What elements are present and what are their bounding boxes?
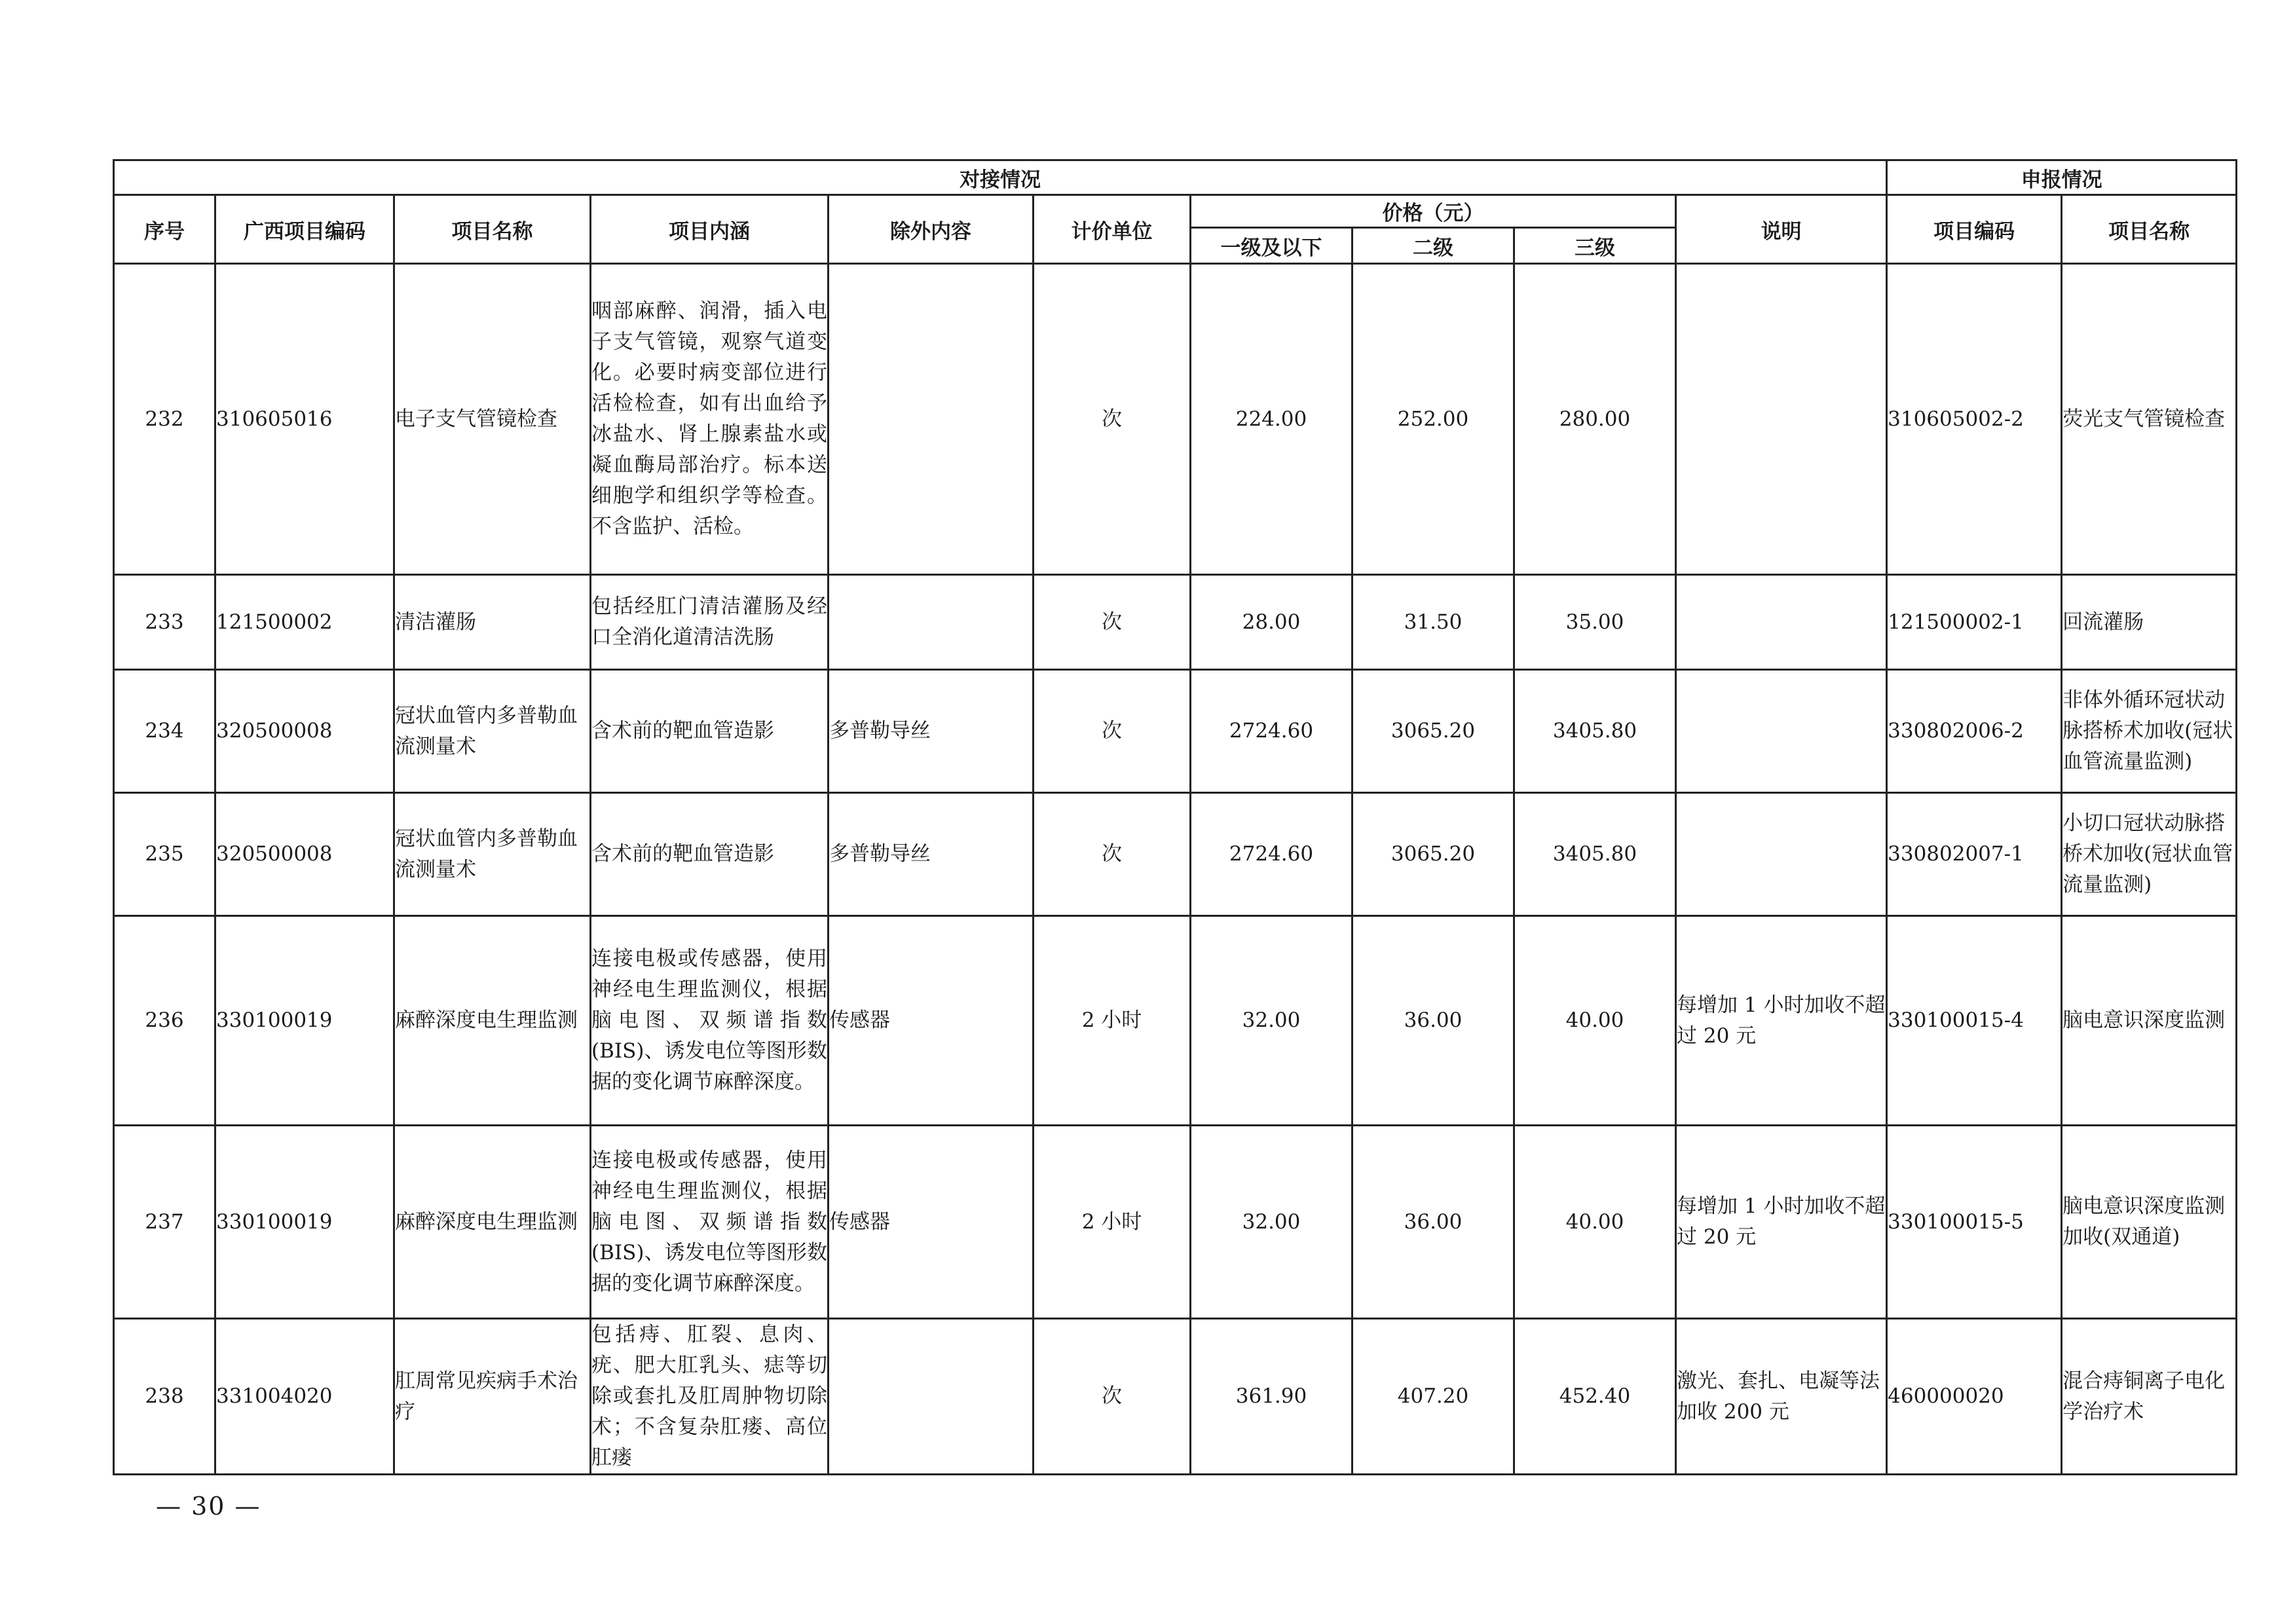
cell-decl-code: 330802007-1 bbox=[1887, 793, 2062, 916]
cell-price-1: 2724.60 bbox=[1191, 793, 1353, 916]
cell-price-3: 3405.80 bbox=[1514, 793, 1676, 916]
cell-exclude: 多普勒导丝 bbox=[829, 793, 1034, 916]
cell-code: 320500008 bbox=[215, 670, 394, 793]
cell-code: 330100019 bbox=[215, 1126, 394, 1319]
cell-unit: 2 小时 bbox=[1034, 1126, 1191, 1319]
cell-decl-name: 小切口冠状动脉搭桥术加收(冠状血管流量监测) bbox=[2062, 793, 2237, 916]
cell-price-3: 280.00 bbox=[1514, 264, 1676, 575]
cell-content: 咽部麻醉、润滑，插入电子支气管镜，观察气道变化。必要时病变部位进行活检检查，如有出血给予冰盐水、肾上腺素盐水或凝血酶局部治疗。标本送细胞学和组织学等检查。不含监护、活检。 bbox=[591, 264, 829, 575]
cell-exclude: 多普勒导丝 bbox=[829, 670, 1034, 793]
cell-decl-code: 330100015-4 bbox=[1887, 916, 2062, 1126]
table-row bbox=[114, 793, 2237, 916]
cell-content: 包括痔、肛裂、息肉、疣、肥大肛乳头、痣等切除或套扎及肛周肿物切除术；不含复杂肛瘘、高位肛瘘 bbox=[591, 1319, 829, 1475]
cell-price-3: 452.40 bbox=[1514, 1319, 1676, 1475]
col-name: 项目名称 bbox=[394, 195, 591, 264]
cell-decl-code: 460000020 bbox=[1887, 1319, 2062, 1475]
col-gx-code: 广西项目编码 bbox=[215, 195, 394, 264]
cell-price-1: 224.00 bbox=[1191, 264, 1353, 575]
cell-name: 麻醉深度电生理监测 bbox=[394, 916, 591, 1126]
cell-seq: 236 bbox=[114, 916, 215, 1126]
cell-code: 331004020 bbox=[215, 1319, 394, 1475]
cell-content: 连接电极或传感器，使用神经电生理监测仪，根据脑电图、双频谱指数(BIS)、诱发电位等图形数据的变化调节麻醉深度。 bbox=[591, 1126, 829, 1319]
cell-price-2: 252.00 bbox=[1353, 264, 1514, 575]
cell-exclude bbox=[829, 1319, 1034, 1475]
cell-note bbox=[1676, 793, 1887, 916]
cell-decl-name: 非体外循环冠状动脉搭桥术加收(冠状血管流量监测) bbox=[2062, 670, 2237, 793]
cell-exclude bbox=[829, 264, 1034, 575]
col-price: 价格（元） bbox=[1191, 195, 1676, 228]
col-seq: 序号 bbox=[114, 195, 215, 264]
cell-name: 冠状血管内多普勒血流测量术 bbox=[394, 670, 591, 793]
cell-decl-name: 脑电意识深度监测加收(双通道) bbox=[2062, 1126, 2237, 1319]
col-price-level-3: 三级 bbox=[1514, 228, 1676, 264]
cell-note: 激光、套扎、电凝等法加收 200 元 bbox=[1676, 1319, 1887, 1475]
cell-unit: 次 bbox=[1034, 793, 1191, 916]
cell-decl-name: 荧光支气管镜检查 bbox=[2062, 264, 2237, 575]
cell-exclude: 传感器 bbox=[829, 1126, 1034, 1319]
cell-seq: 238 bbox=[114, 1319, 215, 1475]
table-row bbox=[114, 670, 2237, 793]
cell-price-1: 2724.60 bbox=[1191, 670, 1353, 793]
cell-decl-code: 330100015-5 bbox=[1887, 1126, 2062, 1319]
cell-price-1: 361.90 bbox=[1191, 1319, 1353, 1475]
col-decl-name: 项目名称 bbox=[2062, 195, 2237, 264]
cell-seq: 234 bbox=[114, 670, 215, 793]
table-row bbox=[114, 264, 2237, 575]
cell-content: 含术前的靶血管造影 bbox=[591, 670, 829, 793]
cell-decl-name: 混合痔铜离子电化学治疗术 bbox=[2062, 1319, 2237, 1475]
cell-price-3: 40.00 bbox=[1514, 1126, 1676, 1319]
cell-code: 310605016 bbox=[215, 264, 394, 575]
cell-price-1: 28.00 bbox=[1191, 575, 1353, 670]
cell-price-2: 36.00 bbox=[1353, 1126, 1514, 1319]
col-decl-code: 项目编码 bbox=[1887, 195, 2062, 264]
cell-note: 每增加 1 小时加收不超过 20 元 bbox=[1676, 916, 1887, 1126]
col-content: 项目内涵 bbox=[591, 195, 829, 264]
cell-unit: 2 小时 bbox=[1034, 916, 1191, 1126]
cell-seq: 235 bbox=[114, 793, 215, 916]
cell-note bbox=[1676, 575, 1887, 670]
col-unit: 计价单位 bbox=[1034, 195, 1191, 264]
cell-decl-code: 310605002-2 bbox=[1887, 264, 2062, 575]
cell-name: 清洁灌肠 bbox=[394, 575, 591, 670]
page-number: — 30 — bbox=[156, 1492, 261, 1521]
cell-exclude bbox=[829, 575, 1034, 670]
col-price-level-2: 二级 bbox=[1353, 228, 1514, 264]
col-price-level-1: 一级及以下 bbox=[1191, 228, 1353, 264]
cell-price-1: 32.00 bbox=[1191, 916, 1353, 1126]
cell-content: 包括经肛门清洁灌肠及经口全消化道清洁洗肠 bbox=[591, 575, 829, 670]
cell-seq: 237 bbox=[114, 1126, 215, 1319]
cell-name: 肛周常见疾病手术治疗 bbox=[394, 1319, 591, 1475]
cell-note: 每增加 1 小时加收不超过 20 元 bbox=[1676, 1126, 1887, 1319]
cell-note bbox=[1676, 670, 1887, 793]
cell-seq: 232 bbox=[114, 264, 215, 575]
table-row bbox=[114, 1126, 2237, 1319]
cell-decl-code: 121500002-1 bbox=[1887, 575, 2062, 670]
cell-price-3: 3405.80 bbox=[1514, 670, 1676, 793]
cell-price-2: 36.00 bbox=[1353, 916, 1514, 1126]
col-exclude: 除外内容 bbox=[829, 195, 1034, 264]
table-row bbox=[114, 575, 2237, 670]
cell-price-1: 32.00 bbox=[1191, 1126, 1353, 1319]
cell-price-2: 31.50 bbox=[1353, 575, 1514, 670]
cell-decl-name: 脑电意识深度监测 bbox=[2062, 916, 2237, 1126]
cell-unit: 次 bbox=[1034, 264, 1191, 575]
cell-decl-code: 330802006-2 bbox=[1887, 670, 2062, 793]
cell-price-3: 40.00 bbox=[1514, 916, 1676, 1126]
group-header-declaration: 申报情况 bbox=[1887, 160, 2237, 195]
cell-code: 320500008 bbox=[215, 793, 394, 916]
cell-code: 121500002 bbox=[215, 575, 394, 670]
table-row bbox=[114, 916, 2237, 1126]
cell-price-2: 407.20 bbox=[1353, 1319, 1514, 1475]
cell-exclude: 传感器 bbox=[829, 916, 1034, 1126]
cell-decl-name: 回流灌肠 bbox=[2062, 575, 2237, 670]
col-note: 说明 bbox=[1676, 195, 1887, 264]
cell-seq: 233 bbox=[114, 575, 215, 670]
cell-content: 连接电极或传感器，使用神经电生理监测仪，根据脑电图、双频谱指数(BIS)、诱发电位等图形数据的变化调节麻醉深度。 bbox=[591, 916, 829, 1126]
cell-name: 冠状血管内多普勒血流测量术 bbox=[394, 793, 591, 916]
cell-price-2: 3065.20 bbox=[1353, 793, 1514, 916]
cell-unit: 次 bbox=[1034, 670, 1191, 793]
cell-code: 330100019 bbox=[215, 916, 394, 1126]
cell-price-3: 35.00 bbox=[1514, 575, 1676, 670]
cell-name: 麻醉深度电生理监测 bbox=[394, 1126, 591, 1319]
group-header-docking: 对接情况 bbox=[114, 160, 1887, 195]
table-row bbox=[114, 1319, 2237, 1475]
price-table bbox=[113, 159, 2237, 1475]
cell-name: 电子支气管镜检查 bbox=[394, 264, 591, 575]
cell-note bbox=[1676, 264, 1887, 575]
cell-price-2: 3065.20 bbox=[1353, 670, 1514, 793]
cell-content: 含术前的靶血管造影 bbox=[591, 793, 829, 916]
cell-unit: 次 bbox=[1034, 575, 1191, 670]
cell-unit: 次 bbox=[1034, 1319, 1191, 1475]
